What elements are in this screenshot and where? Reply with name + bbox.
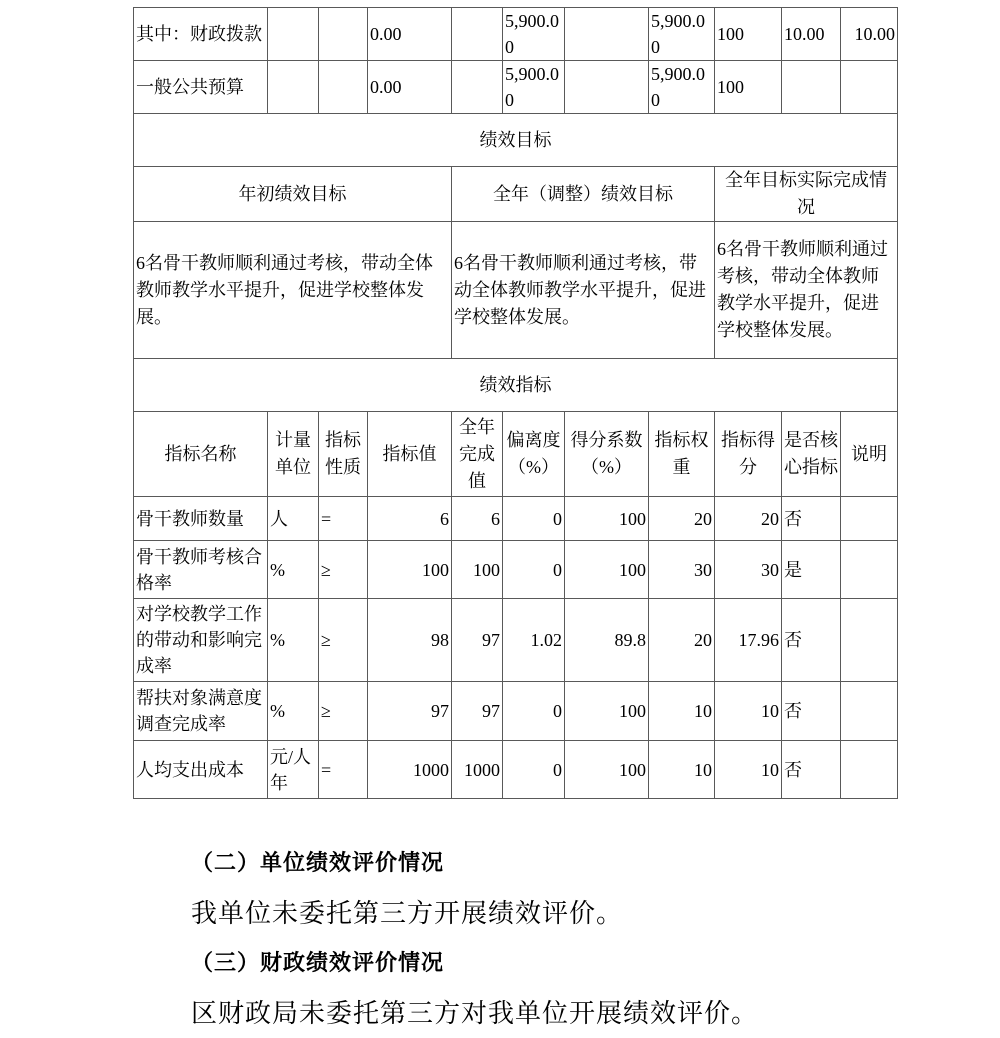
indicator-name: 骨干教师考核合格率 [134, 541, 268, 599]
indicator-core-flag: 否 [782, 599, 841, 682]
goal-header-initial: 年初绩效目标 [134, 167, 452, 222]
indicator-row [134, 599, 898, 682]
indicator-target-value: 98 [368, 599, 452, 682]
indicator-nature: ≥ [319, 682, 368, 741]
goals-text-row [134, 222, 898, 359]
note-fiscal-evaluation: 区财政局未委托第三方对我单位开展绩效评价。 [191, 999, 759, 1028]
funding-cell-score [841, 61, 898, 114]
goals-header-row [134, 167, 898, 222]
indicator-nature: ≥ [319, 599, 368, 682]
indicator-score: 10 [715, 741, 782, 799]
indicator-deviation: 0 [503, 497, 565, 541]
indicator-score: 30 [715, 541, 782, 599]
performance-self-evaluation-table [133, 7, 898, 799]
indicator-weight: 10 [649, 741, 715, 799]
indicator-target-value: 6 [368, 497, 452, 541]
indicator-target-value: 100 [368, 541, 452, 599]
indicator-score: 10 [715, 682, 782, 741]
header-deviation: 偏离度（%） [503, 412, 565, 497]
indicators-section-title-row [134, 359, 898, 412]
indicator-annual-completion: 97 [452, 599, 503, 682]
funding-cell-execution-rate: 100 [715, 8, 782, 61]
funding-cell [452, 8, 503, 61]
indicator-remark [841, 599, 898, 682]
header-unit: 计量单位 [268, 412, 319, 497]
header-remark: 说明 [841, 412, 898, 497]
indicator-remark [841, 541, 898, 599]
indicator-row [134, 741, 898, 799]
indicator-deviation: 0 [503, 541, 565, 599]
section-heading-fiscal-evaluation: （三）财政绩效评价情况 [191, 950, 445, 975]
note-unit-evaluation: 我单位未委托第三方开展绩效评价。 [191, 899, 624, 928]
funding-cell-annual-budget: 5,900.00 [503, 61, 565, 114]
header-weight: 指标权重 [649, 412, 715, 497]
header-nature: 指标性质 [319, 412, 368, 497]
funding-cell-annual-execution: 5,900.00 [649, 61, 715, 114]
indicator-annual-completion: 100 [452, 541, 503, 599]
funding-cell-weight: 10.00 [782, 8, 841, 61]
indicator-annual-completion: 1000 [452, 741, 503, 799]
goal-header-adjusted: 全年（调整）绩效目标 [452, 167, 715, 222]
indicator-unit: % [268, 682, 319, 741]
indicator-annual-completion: 97 [452, 682, 503, 741]
indicator-weight: 20 [649, 599, 715, 682]
indicator-name: 人均支出成本 [134, 741, 268, 799]
goals-section-title: 绩效目标 [134, 114, 898, 167]
indicator-unit: % [268, 541, 319, 599]
indicator-name: 对学校教学工作的带动和影响完成率 [134, 599, 268, 682]
funding-cell [319, 8, 368, 61]
indicator-core-flag: 否 [782, 682, 841, 741]
indicator-weight: 20 [649, 497, 715, 541]
indicator-nature: = [319, 741, 368, 799]
indicator-remark [841, 741, 898, 799]
goal-text-actual: 6名骨干教师顺利通过考核，带动全体教师教学水平提升，促进学校整体发展。 [715, 222, 898, 359]
indicators-section-title: 绩效指标 [134, 359, 898, 412]
funding-cell [565, 8, 649, 61]
indicator-unit: 人 [268, 497, 319, 541]
header-indicator-name: 指标名称 [134, 412, 268, 497]
header-target-value: 指标值 [368, 412, 452, 497]
indicator-score: 20 [715, 497, 782, 541]
funding-cell-initial-budget: 0.00 [368, 8, 452, 61]
funding-cell [565, 61, 649, 114]
funding-cell [319, 61, 368, 114]
header-core-indicator: 是否核心指标 [782, 412, 841, 497]
indicator-weight: 10 [649, 682, 715, 741]
indicator-row [134, 497, 898, 541]
funding-cell-annual-budget: 5,900.00 [503, 8, 565, 61]
funding-row [134, 8, 898, 61]
indicator-nature: ≥ [319, 541, 368, 599]
header-score: 指标得分 [715, 412, 782, 497]
indicator-core-flag: 否 [782, 741, 841, 799]
indicator-target-value: 1000 [368, 741, 452, 799]
header-annual-completion: 全年完成值 [452, 412, 503, 497]
indicator-row [134, 682, 898, 741]
goals-section-title-row [134, 114, 898, 167]
indicator-score-coefficient: 100 [565, 541, 649, 599]
indicator-deviation: 0 [503, 741, 565, 799]
indicator-name: 骨干教师数量 [134, 497, 268, 541]
indicator-score-coefficient: 100 [565, 497, 649, 541]
indicator-deviation: 0 [503, 682, 565, 741]
funding-cell [268, 61, 319, 114]
indicator-remark [841, 682, 898, 741]
header-score-coefficient: 得分系数（%） [565, 412, 649, 497]
indicator-deviation: 1.02 [503, 599, 565, 682]
indicator-unit: 元/人年 [268, 741, 319, 799]
goal-text-initial: 6名骨干教师顺利通过考核，带动全体教师教学水平提升，促进学校整体发展。 [134, 222, 452, 359]
indicator-unit: % [268, 599, 319, 682]
funding-cell [268, 8, 319, 61]
indicator-score-coefficient: 100 [565, 682, 649, 741]
funding-cell-execution-rate: 100 [715, 61, 782, 114]
indicator-annual-completion: 6 [452, 497, 503, 541]
indicators-header-row [134, 412, 898, 497]
indicator-score: 17.96 [715, 599, 782, 682]
indicator-score-coefficient: 100 [565, 741, 649, 799]
goal-text-adjusted: 6名骨干教师顺利通过考核，带动全体教师教学水平提升，促进学校整体发展。 [452, 222, 715, 359]
indicator-nature: = [319, 497, 368, 541]
indicator-core-flag: 否 [782, 497, 841, 541]
funding-row [134, 61, 898, 114]
indicator-target-value: 97 [368, 682, 452, 741]
indicator-weight: 30 [649, 541, 715, 599]
indicator-name: 帮扶对象满意度调查完成率 [134, 682, 268, 741]
funding-row-label: 其中：财政拨款 [134, 8, 268, 61]
funding-cell-annual-execution: 5,900.00 [649, 8, 715, 61]
funding-cell [452, 61, 503, 114]
indicator-row [134, 541, 898, 599]
indicator-core-flag: 是 [782, 541, 841, 599]
funding-cell-initial-budget: 0.00 [368, 61, 452, 114]
section-heading-unit-evaluation: （二）单位绩效评价情况 [191, 850, 445, 875]
funding-row-label: 一般公共预算 [134, 61, 268, 114]
indicator-score-coefficient: 89.8 [565, 599, 649, 682]
funding-cell-weight [782, 61, 841, 114]
funding-cell-score: 10.00 [841, 8, 898, 61]
indicator-remark [841, 497, 898, 541]
goal-header-actual: 全年目标实际完成情况 [715, 167, 898, 222]
